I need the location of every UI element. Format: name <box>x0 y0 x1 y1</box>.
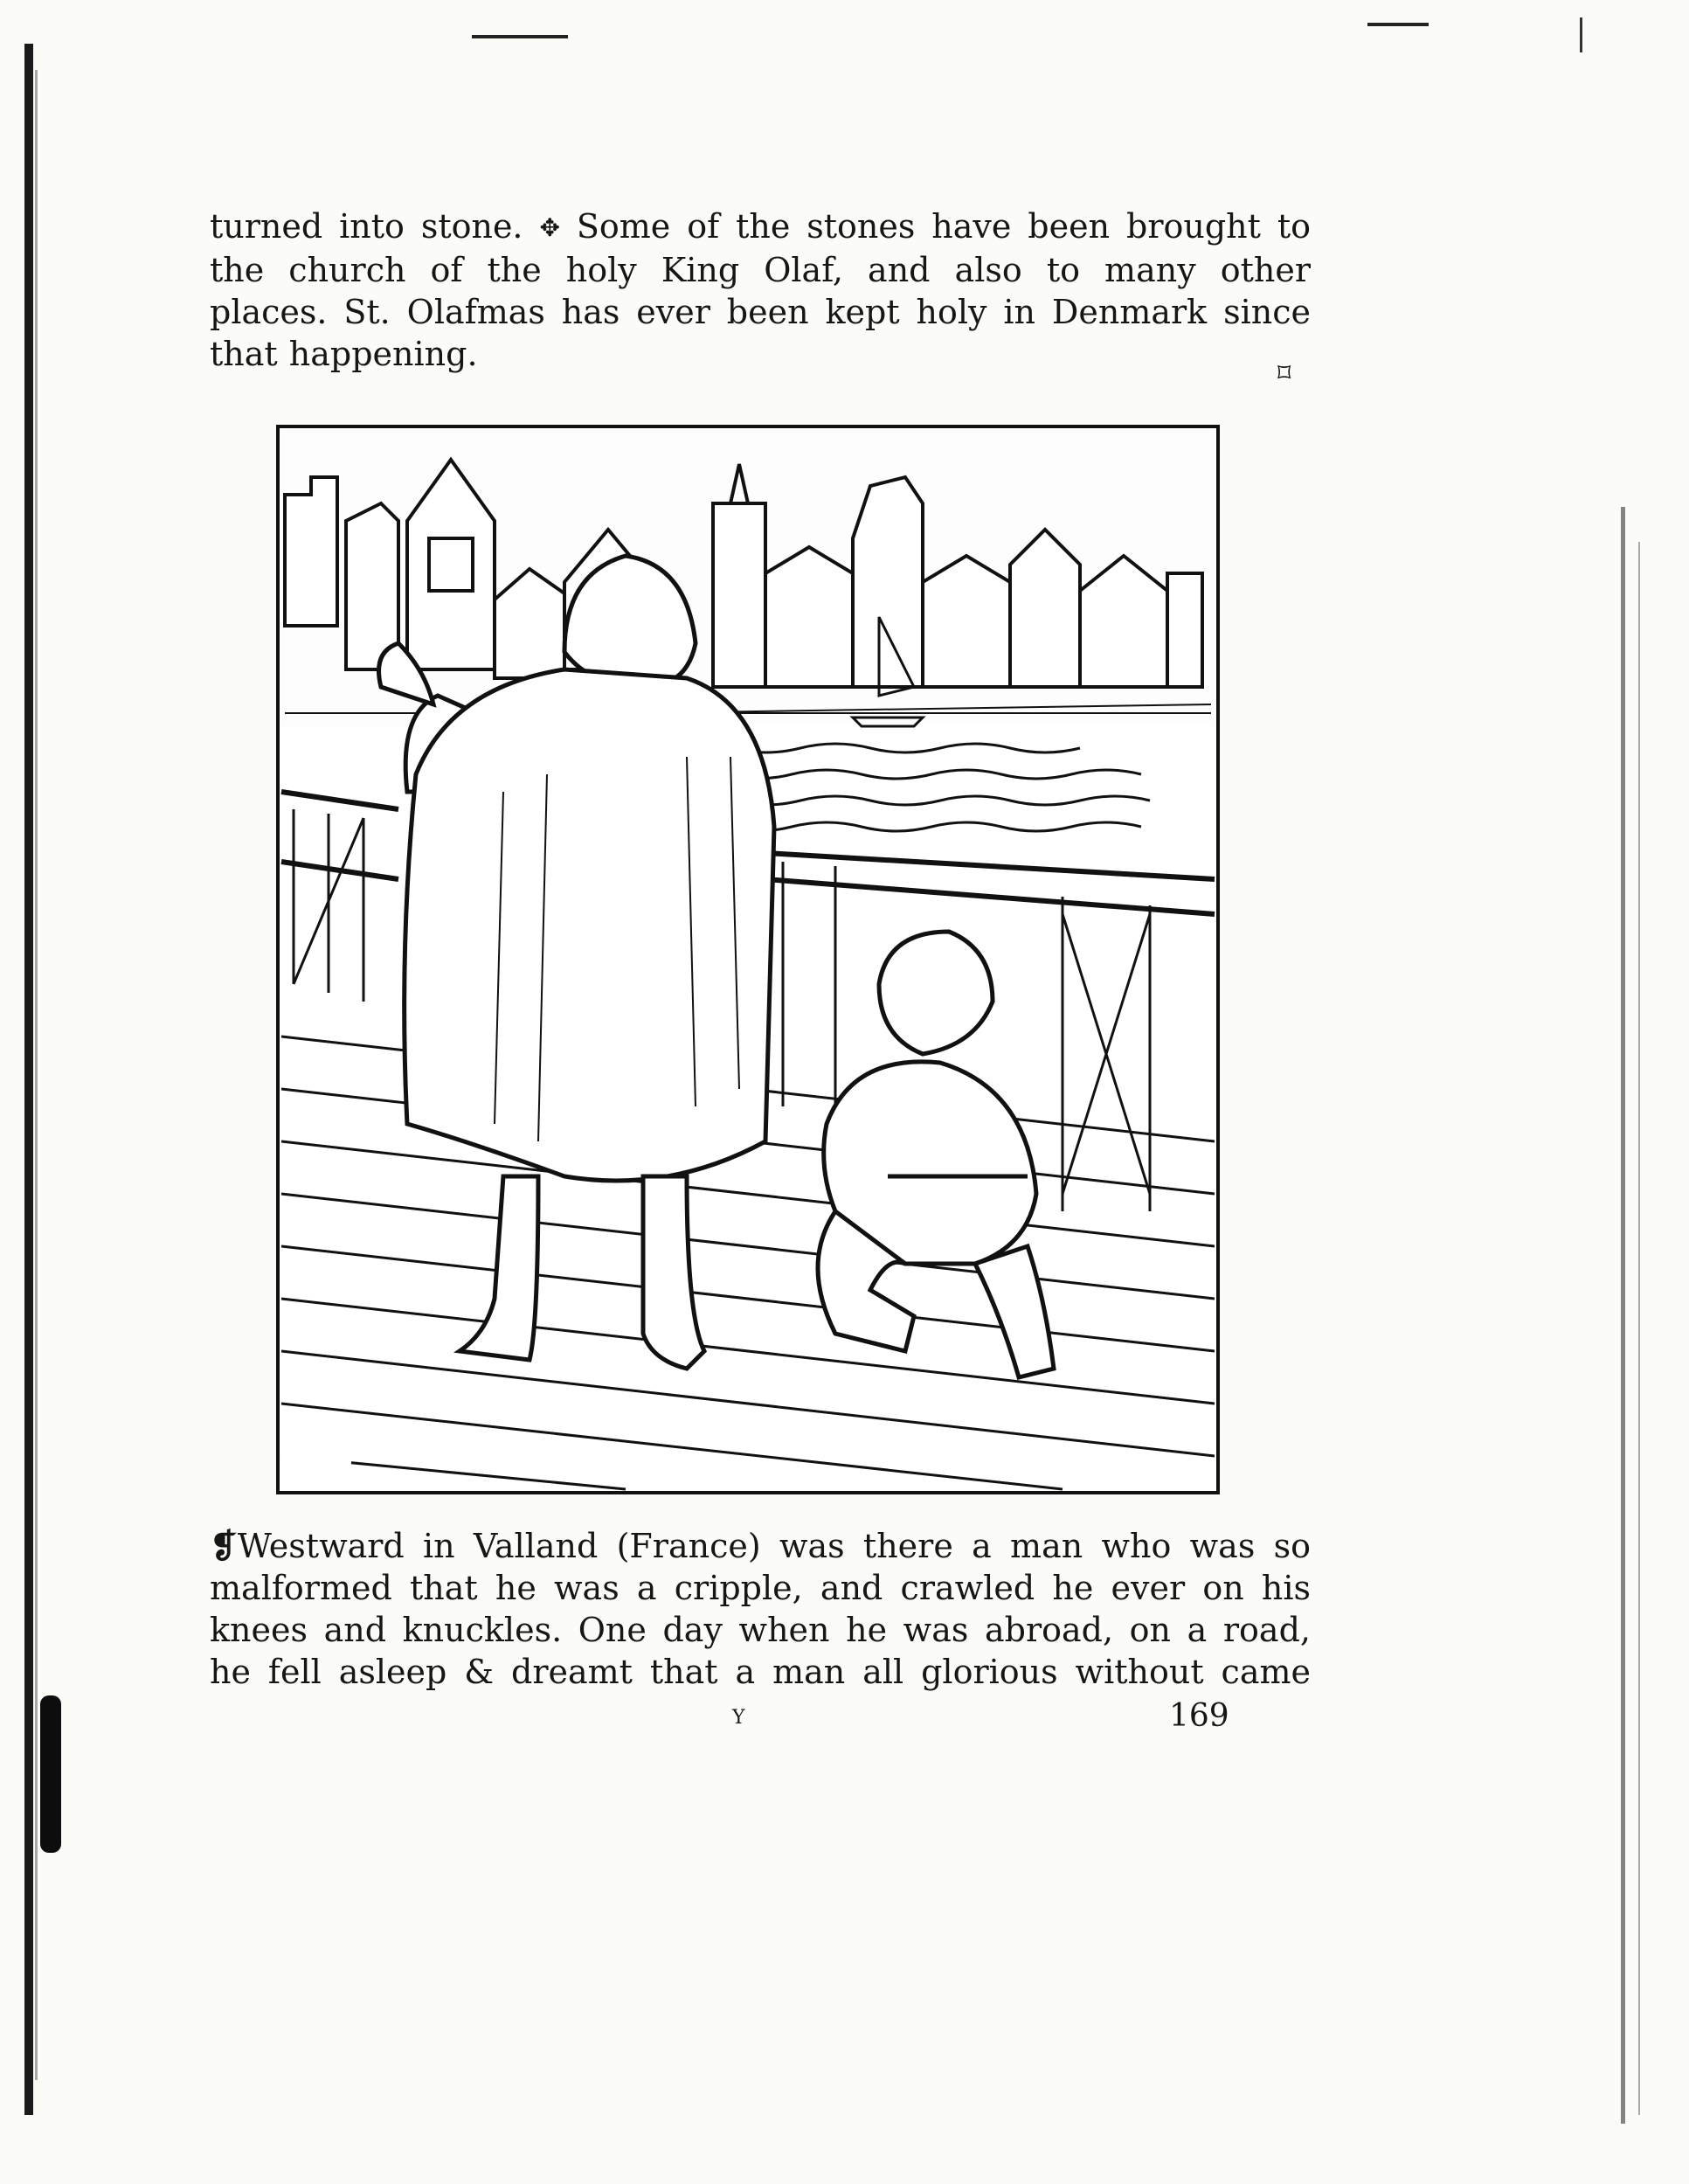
scan-ink-blot <box>40 1695 61 1853</box>
scan-shadow-left <box>24 44 33 2115</box>
text-line <box>210 205 1311 249</box>
scan-shadow-right-inner <box>1638 542 1640 2115</box>
paragraph-two <box>210 1525 1311 1693</box>
text-line: places. St. Olafmas has ever been kept holy in Denmark since <box>210 293 1311 331</box>
text-line-start: Westward in Valland (France) was there a man who was so <box>237 1527 1311 1565</box>
text-line-start: turned into stone. <box>210 207 540 246</box>
fleuron-ornament-icon: ✥ <box>539 213 560 242</box>
text-line: knees and knuckles. One day when he was abroad, on a road, <box>210 1611 1311 1649</box>
scan-mark-top <box>472 35 568 38</box>
scan-mark-corner <box>1580 17 1582 52</box>
paragraph-end-ornament-icon: ⌑ <box>1277 358 1291 389</box>
pilcrow-icon: ❡ <box>210 1526 238 1565</box>
scan-shadow-left-inner <box>35 70 38 2080</box>
text-line: he fell asleep & dreamt that a man all glorious without came <box>210 1653 1311 1691</box>
text-line: the church of the holy King Olaf, and also to many other <box>210 251 1311 289</box>
paragraph-one <box>210 205 1311 375</box>
text-line <box>210 1525 1311 1567</box>
scan-mark-top-right <box>1367 23 1429 26</box>
text-line: that happening. <box>210 335 478 373</box>
signature-mark: Y <box>732 1707 746 1729</box>
page-number: 169 <box>1169 1698 1229 1734</box>
text-line-continuation: Some of the stones have been brought to <box>576 207 1311 246</box>
scan-shadow-right <box>1621 507 1625 2124</box>
text-line: malformed that he was a cripple, and crawled he ever on his <box>210 1569 1311 1607</box>
woodcut-illustration-icon <box>276 425 1220 1494</box>
